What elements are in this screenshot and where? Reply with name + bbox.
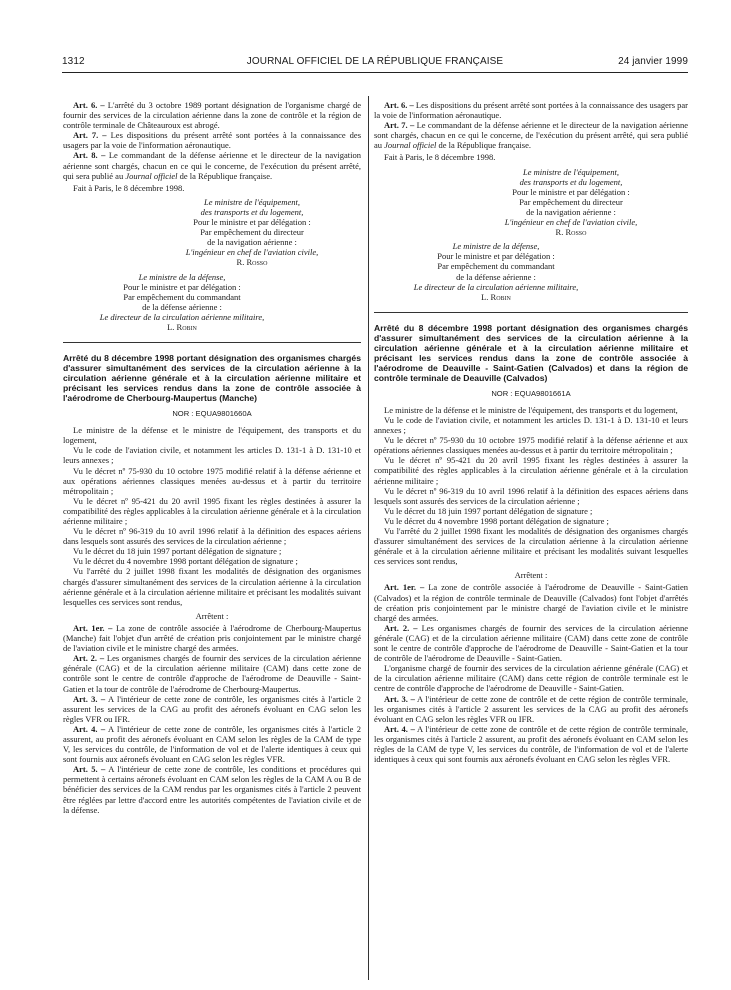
arretent-heading: Arrêtent : [514,570,548,581]
page-header [62,56,688,70]
article: Art. 5. – A l'intérieur de cette zone de contrôle, les conditions et procédures qui permettent à certains aéronefs évoluant en CAM selon les règles de la CAM A ou B de bénéficier des services de la CAM rendus par les organismes cités à l'article 2 peuvent être réglées par lettre d'accord entre les autorités compétentes de l'aviation civile et de la défense. [63,764,361,815]
decree-title: Arrêté du 8 décembre 1998 portant désignation des organismes chargés d'assurer simultanément des services de la circulation aérienne à la circulation aérienne générale et à la circulation aérienne militaire et précisant les services rendus dans la zone de contrôle associée à l'aérodrome de Deauville - Saint-Gatien (Calvados) et dans la région de contrôle terminale de Deauville (Calvados) [374,322,688,383]
decree-preamble: Le ministre de la défense et le ministre de l'équipement, des transports et du logement, Vu le code de l'aviation civile, et notamment les articles D. 131-1 à D. 131-10 et leurs annexes ; Vu le décret nº 75-930 du 10 octobre 1975 modifié relatif à la défense aérienne et aux opérations aériennes classiques menées au-dessus et à partir du territoire métropolitain ; Vu le décret nº 95-421 du 20 avril 1995 fixant les règles destinées à assurer la compatibilité des règles applicables à la circulation aérienne générale et à la circulation aérienne militaire ; Vu le décret nº 96-319 du 10 avril 1996 relatif à la définition des espaces aériens dans lesquels sont assurés des services de la circulation aérienne ; Vu le décret du 18 juin 1997 portant délégation de signature ; Vu le décret du 4 novembre 1998 portant délégation de signature ; Vu l'arrêté du 2 juillet 1998 fixant les modalités de désignation des organismes chargés d'assurer simultanément des services de la circulation aérienne à la circulation aérienne générale et à la circulation aérienne militaire et précisant les modalités suivant lesquelles ces services sont rendus, [374,404,688,567]
nor-reference: NOR : EQUA9801661A [491,388,571,398]
article: Art. 2. – Les organismes chargés de fournir des services de la circulation aérienne générale (CAG) et de la circulation aérienne militaire (CAM) dans cette zone de contrôle sont le centre de contrôle d'approche de l'aérodrome de Deauville - Saint-Gatien et la tour de contrôle de l'aérodrome de Cherbourg-Maupertus. [63,653,362,694]
article: Art. 4. – A l'intérieur de cette zone de contrôle, les organismes cités à l'article 2 assurent, au profit des aéronefs évoluant en CAM selon les règles de la CAM de type V, les services du contrôle, de l'information de vol et de l'alerte identiques à ceux qui sont fournis aux aéronefs évoluant en CAG selon les règles VFR. [63,723,362,765]
article: Art. 3. – A l'intérieur de cette zone de contrôle, les organismes cités à l'article 2 assurent les services de la CAG au profit des aéronefs évoluant en CAG selon les règles VFR ou IFR. [63,693,362,724]
page-number: 1312 [62,56,85,67]
section-separator [63,342,361,343]
article-8: Art. 8. – Le commandant de la défense aérienne et le directeur de la navigation aérienne sont chargés, chacun en ce qui le concerne, de l'exécution du présent arrêté, qui sera publié au Journal officiel de la République française. [63,150,362,181]
signature-equipement: Le ministre de l'équipement, des transports et du logement, Pour le ministre et par délégation : Par empêchement du directeur de la navigation aérienne : L'ingénieur en chef de l'aviation civile, R. Rosso [454,167,688,238]
fait-a-paris: Fait à Paris, le 8 décembre 1998. [73,182,185,193]
signature-equipement: Le ministre de l'équipement, des transports et du logement, Pour le ministre et par délégation : Par empêchement du directeur de la navigation aérienne : L'ingénieur en chef de l'aviation civile, R. Rosso [143,197,361,268]
signatory-name: R. Rosso [236,257,268,268]
right-column [374,100,688,764]
column-divider [368,96,369,980]
article-6: Art. 6. – Les dispositions du présent arrêté sont portées à la connaissance des usagers par la voie de l'information aéronautique. [374,100,689,121]
arretent-heading: Arrêtent : [195,610,229,621]
decree-title: Arrêté du 8 décembre 1998 portant désignation des organismes chargés d'assurer simultanément des services de la circulation aérienne à la circulation aérienne générale et à la circulation aérienne militaire et précisant les services rendus dans la zone de contrôle associée à l'aérodrome de Cherbourg-Maupertus (Manche) [63,353,361,404]
signatory-name: L. Robin [167,321,197,332]
signatory-name: L. Robin [481,291,511,302]
signature-defense: Le ministre de la défense, Pour le ministre et par délégation : Par empêchement du commandant de la défense aérienne : Le directeur de la circulation aérienne militaire, L. Robin [63,272,301,333]
article: Art. 2. – Les organismes chargés de fournir des services de la circulation aérienne générale (CAG) et de la circulation aérienne militaire (CAM) dans cette zone de contrôle sont le centre de contrôle d'approche de l'aérodrome de Deauville - Saint-Gatien et la tour de contrôle de l'aérodrome de Deauville - Saint-Gatien. [374,622,688,664]
article-6: Art. 6. – L'arrêté du 3 octobre 1989 portant désignation de l'organisme chargé de fournir des services de la circulation aérienne dans la zone de contrôle et la région de contrôle terminale de Châteauroux est abrogé. [63,100,361,131]
header-rule [62,72,688,73]
decree-articles [374,582,688,764]
issue-date: 24 janvier 1999 [618,56,688,67]
signature-defense: Le ministre de la défense, Pour le ministre et par délégation : Par empêchement du commandant de la défense aérienne : Le directeur de la circulation aérienne militaire, L. Robin [374,241,618,302]
article-7: Art. 7. – Les dispositions du présent arrêté sont portées à la connaissance des usagers par la voie de l'information aéronautique. [63,130,362,151]
journal-title: JOURNAL OFFICIEL DE LA RÉPUBLIQUE FRANÇAISE [246,56,504,67]
decree-articles [63,623,361,815]
section-separator [374,312,688,313]
article: Art. 1er. – La zone de contrôle associée à l'aérodrome de Deauville - Saint-Gatien (Calvados) et la région de contrôle terminale de Deauville (Calvados) font l'objet d'arrêtés de création pris conjointement par le ministre chargé de l'aviation civile et le ministre chargé des armées. [374,582,689,623]
article: L'organisme chargé de fournir des services de la circulation aérienne générale (CAG) et de la circulation aérienne militaire (CAM) dans cette région de contrôle terminale est le centre de contrôle d'approche de l'aérodrome de Deauville - Saint-Gatien. [374,663,688,694]
article-7: Art. 7. – Le commandant de la défense aérienne et le directeur de la navigation aérienne sont chargés, chacun en ce qui le concerne, de l'exécution du présent arrêté, qui sera publié au Journal officiel de la République française. [374,120,688,151]
decree-preamble: Le ministre de la défense et le ministre de l'équipement, des transports et du logement, Vu le code de l'aviation civile, et notamment les articles D. 131-1 à D. 131-10 et leurs annexes ; Vu le décret nº 75-930 du 10 octobre 1975 modifié relatif à la défense aérienne et aux opérations aériennes classiques menées au-dessus et à partir du territoire métropolitain ; Vu le décret nº 95-421 du 20 avril 1995 fixant les règles destinées à assurer la compatibilité des règles applicables à la circulation aérienne générale et à la circulation aérienne militaire ; Vu le décret nº 96-319 du 10 avril 1996 relatif à la définition des espaces aériens dans lesquels sont assurés des services de la circulation aérienne ; Vu le décret du 18 juin 1997 portant délégation de signature ; Vu le décret du 4 novembre 1998 portant délégation de signature ; Vu l'arrêté du 2 juillet 1998 fixant les modalités de désignation des organismes chargés d'assurer simultanément des services de la circulation aérienne à la circulation aérienne générale et à la circulation aérienne militaire et précisant les modalités suivant lesquelles ces services sont rendus, [63,425,361,607]
article: Art. 1er. – La zone de contrôle associée à l'aérodrome de Cherbourg-Maupertus (Manche) fait l'objet d'un arrêté de création pris conjointement par le ministre chargé de l'aviation civile et le ministre chargé des armées. [63,622,361,654]
left-column [63,100,361,815]
fait-a-paris: Fait à Paris, le 8 décembre 1998. [384,152,496,163]
article: Art. 3. – A l'intérieur de cette zone de contrôle et de cette région de contrôle terminale, les organismes cités à l'article 2 assurent les services de la CAG au profit des aéronefs évoluant en CAG selon les règles VFR ou IFR. [374,693,689,724]
signatory-name: R. Rosso [555,227,587,238]
nor-reference: NOR : EQUA9801660A [172,409,252,419]
article: Art. 4. – A l'intérieur de cette zone de contrôle et de cette région de contrôle terminale, les organismes cités à l'article 2 assurent, au profit des aéronefs évoluant en CAM selon les règles de la CAM de type V, les services du contrôle, de l'information de vol et de l'alerte identiques à ceux qui sont fournis aux aéronefs évoluant en CAG selon les règles VFR. [374,723,689,765]
